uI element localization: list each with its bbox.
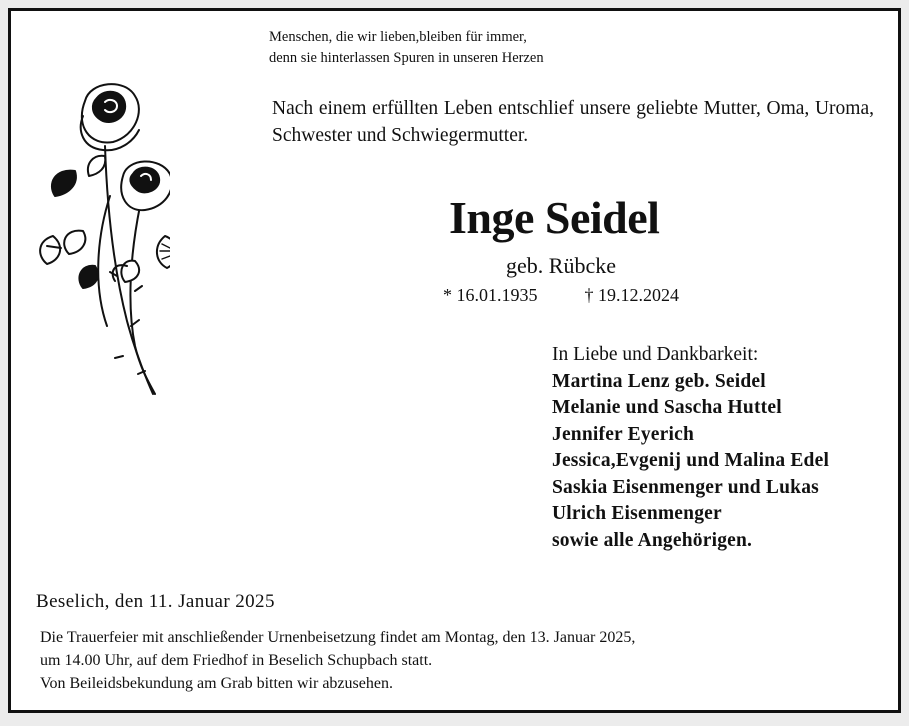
rose-icon <box>35 76 170 396</box>
death-date: † 19.12.2024 <box>584 285 679 305</box>
quote-line-2: denn sie hinterlassen Spuren in unseren Herzen <box>269 50 544 66</box>
birth-name: geb. Rübcke <box>506 253 616 278</box>
mourner: Martina Lenz geb. Seidel <box>552 370 766 392</box>
obituary-card <box>8 8 901 713</box>
mourner: Jessica,Evgenij und Malina Edel <box>552 450 830 471</box>
life-dates <box>443 285 679 306</box>
info-line-2: um 14.00 Uhr, auf dem Friedhof in Beselich Schupbach statt. <box>40 652 433 669</box>
info-line-3: Von Beileidsbekundung am Grab bitten wir abzusehen. <box>40 675 393 692</box>
quote <box>269 27 544 69</box>
mourners-lead: In Liebe und Dankbarkeit: <box>552 344 759 365</box>
funeral-info <box>40 626 635 695</box>
deceased-name: Inge Seidel <box>449 192 660 243</box>
mourner: Saskia Eisenmenger und Lukas <box>552 476 819 498</box>
intro-text: Nach einem erfüllten Leben entschlief unsere geliebte Mutter, Oma, Uroma, Schwester und Schwiegermutter. <box>272 98 874 146</box>
mourner: sowie alle Angehörigen. <box>552 529 753 551</box>
mourner: Ulrich Eisenmenger <box>552 503 722 524</box>
birth-date: * 16.01.1935 <box>443 285 538 305</box>
mourners-list <box>552 342 829 554</box>
quote-line-1: Menschen, die wir lieben,bleiben für immer, <box>269 29 527 45</box>
mourner: Melanie und Sascha Huttel <box>552 397 782 418</box>
mourner: Jennifer Eyerich <box>552 423 695 445</box>
info-line-1: Die Trauerfeier mit anschließender Urnenbeisetzung findet am Montag, den 13. Januar 2025, <box>40 629 636 646</box>
place-date: Beselich, den 11. Januar 2025 <box>36 591 275 612</box>
